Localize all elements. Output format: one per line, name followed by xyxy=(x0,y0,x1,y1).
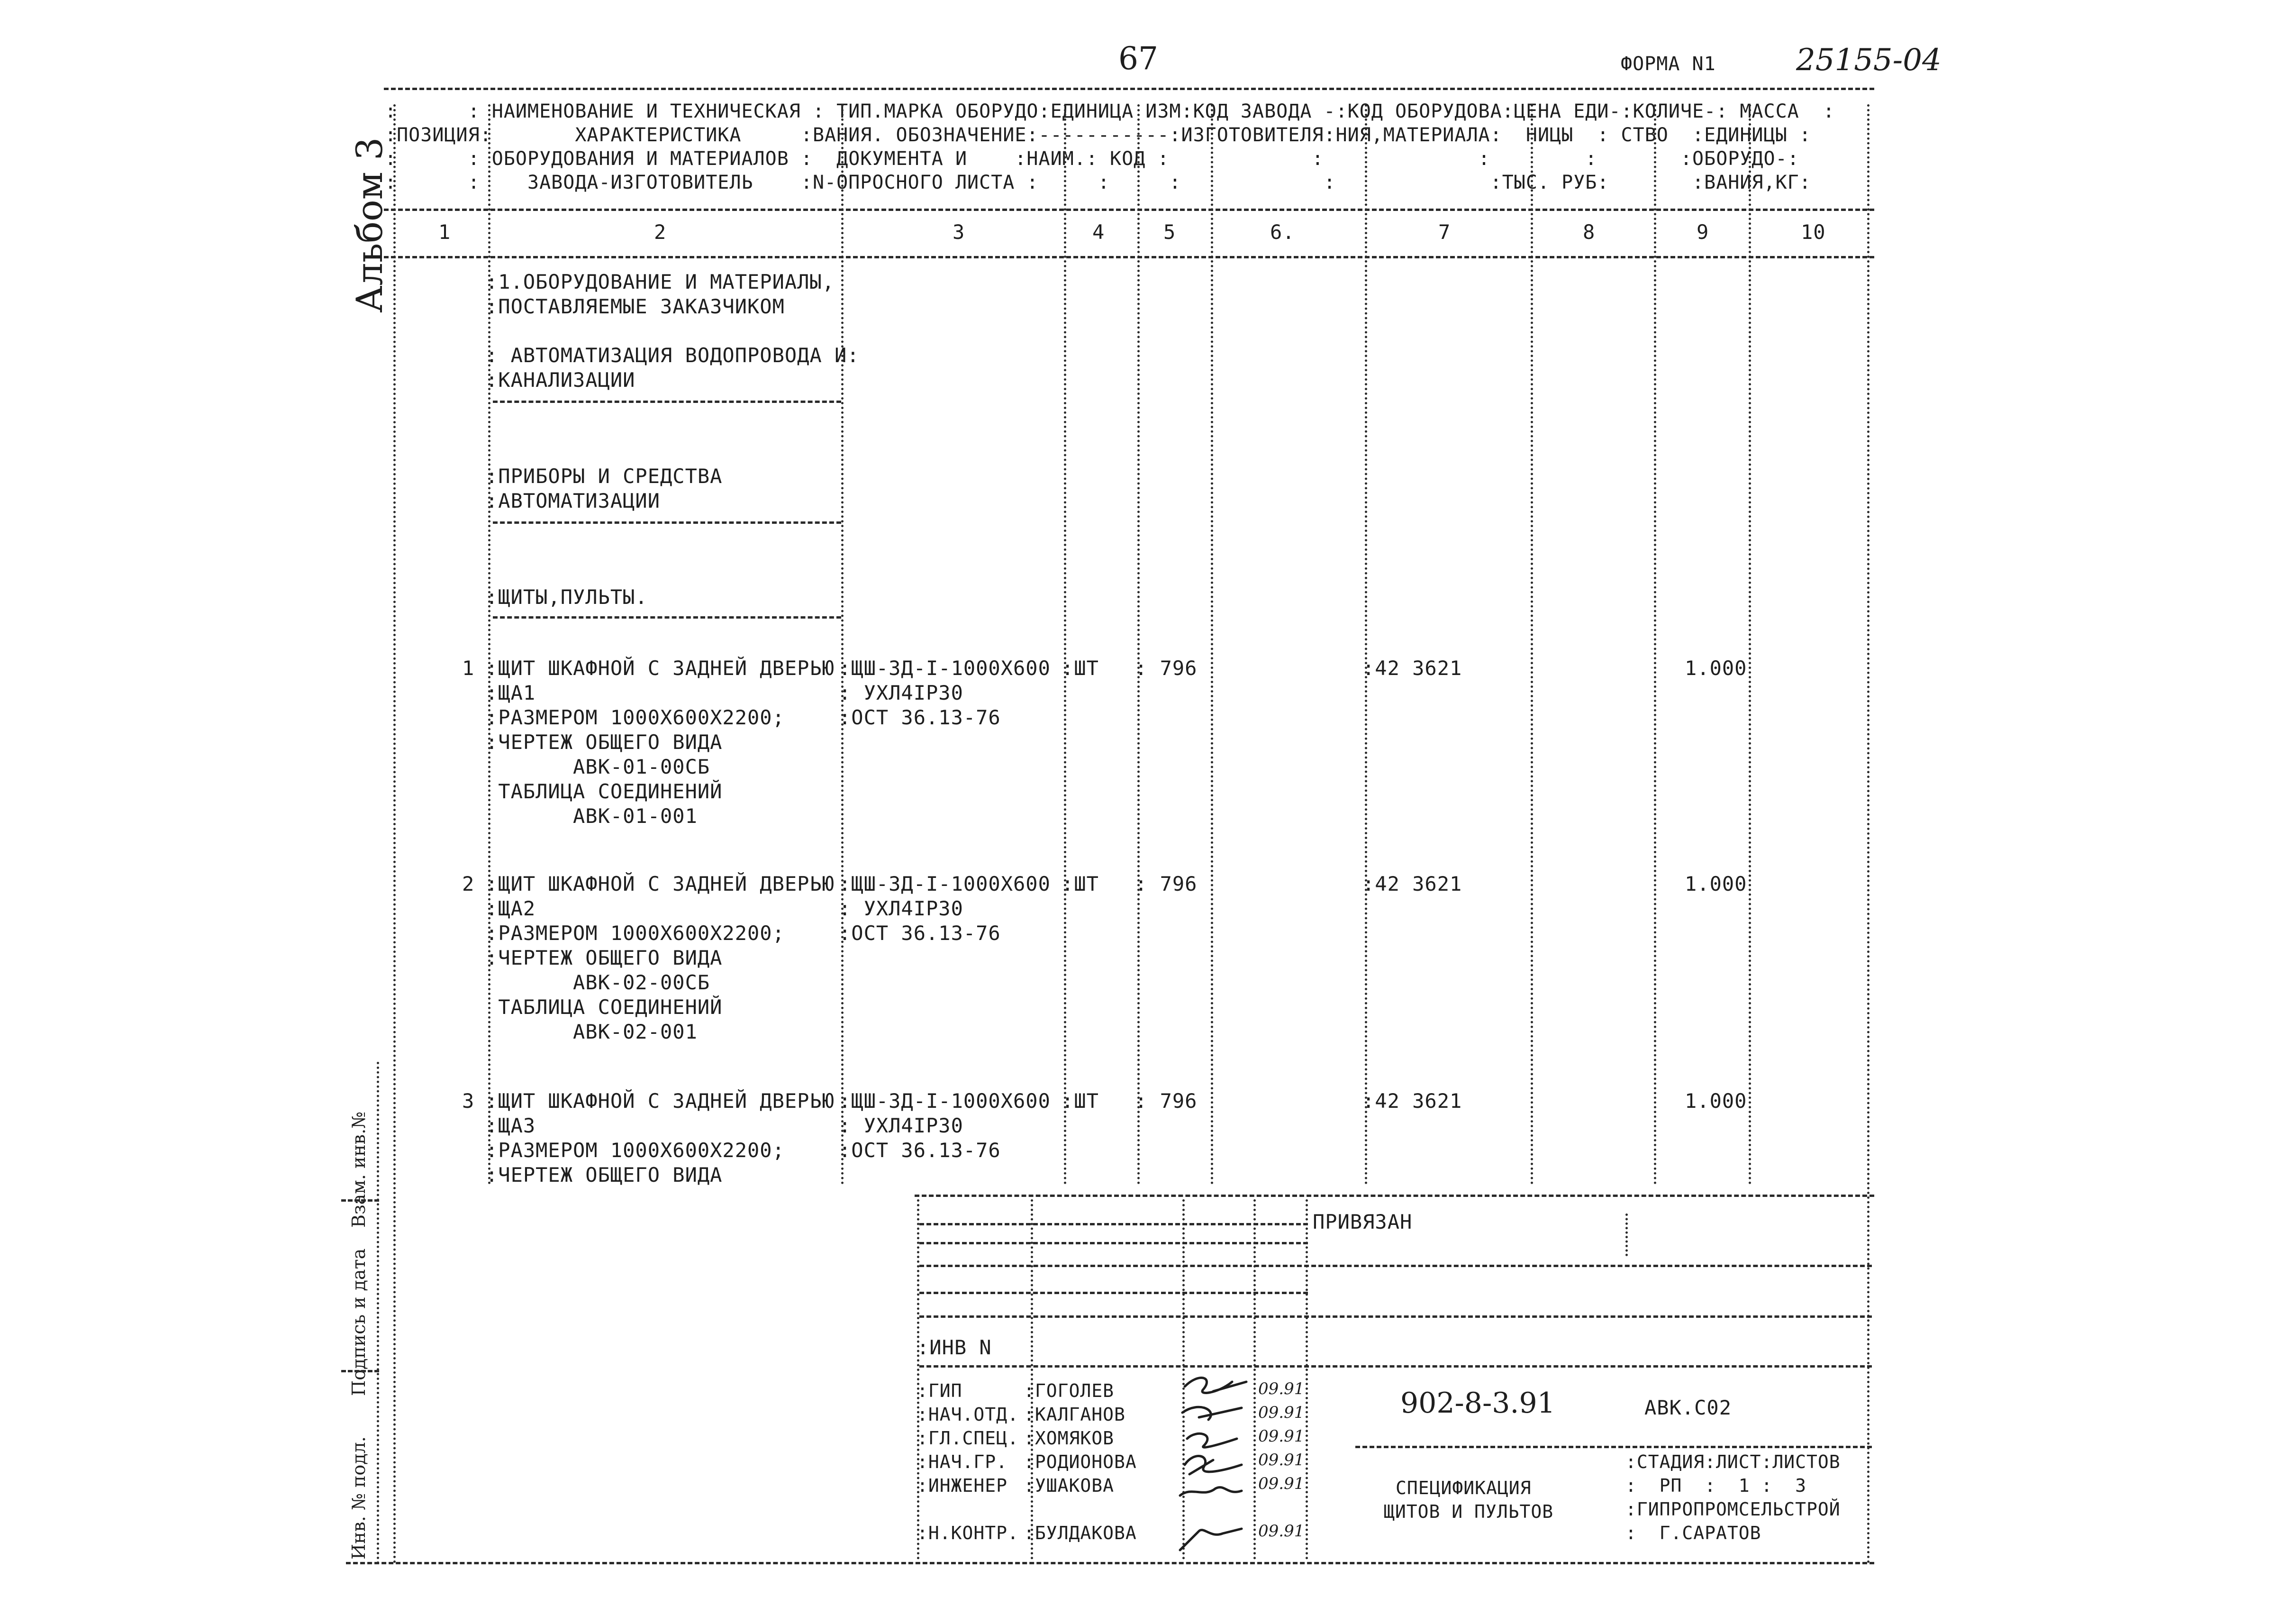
staff-date-3: 09.91 xyxy=(1258,1427,1305,1446)
row-3-name-3: :РАЗМЕРОМ 1000Х600Х2200; xyxy=(486,1139,785,1162)
header-line-1: : : НАИМЕНОВАНИЕ И ТЕХНИЧЕСКАЯ : ТИП.МАРКА ОБОРУДО:ЕДИНИЦА ИЗМ:КОД ЗАВОДА -:КОД ОБОРУДОВА:ЦЕНА ЕДИ-:КОЛИЧЕ-: МАССА : xyxy=(385,100,1835,122)
section-underline-2 xyxy=(493,521,841,524)
colnum-8: 8 xyxy=(1583,220,1596,244)
tb-col-f xyxy=(1625,1214,1628,1256)
staff-date-6: 09.91 xyxy=(1258,1522,1305,1541)
col-sep-b xyxy=(841,104,844,1185)
colnum-bottom-rule xyxy=(384,256,1874,258)
staff-name-4: :РОДИОНОВА xyxy=(1024,1451,1137,1472)
section-group-1: :ПРИБОРЫ И СРЕДСТВА xyxy=(486,465,723,488)
col-sep-e xyxy=(1211,104,1213,1185)
handwritten-code: 25155-04 xyxy=(1796,43,1942,78)
colnum-1: 1 xyxy=(438,220,451,244)
margin-divider xyxy=(377,1062,379,1564)
staff-role-4: :НАЧ.ГР. xyxy=(917,1451,1008,1472)
col-sep-i xyxy=(1749,104,1751,1185)
margin-label-inv-original: Инв. № подл. xyxy=(348,1436,369,1560)
row-1-type-2: : УХЛ4IP30 xyxy=(839,681,963,704)
document-title-2: ЩИТОВ И ПУЛЬТОВ xyxy=(1384,1501,1554,1522)
row-2-type-2: : УХЛ4IP30 xyxy=(839,897,963,920)
colnum-2: 2 xyxy=(654,220,667,244)
bound-label: ПРИВЯЗАН xyxy=(1313,1210,1413,1233)
staff-name-2: :КАЛГАНОВ xyxy=(1024,1404,1125,1425)
row-1-name-5: АВК-01-00СБ xyxy=(486,755,710,778)
colnum-3: 3 xyxy=(953,220,965,244)
colnum-6: 6. xyxy=(1270,220,1295,244)
row-3-equip-code: :42 3621 xyxy=(1362,1089,1462,1113)
tb-rule-6 xyxy=(919,1365,1872,1368)
document-title-1: СПЕЦИФИКАЦИЯ xyxy=(1396,1478,1532,1498)
margin-label-signature-date: Подпись и дата xyxy=(348,1248,369,1396)
row-3-name-4: :ЧЕРТЕЖ ОБЩЕГО ВИДА xyxy=(486,1163,723,1186)
document-number: 902-8-3.91 xyxy=(1400,1387,1555,1420)
tb-rule-2 xyxy=(919,1242,1308,1244)
staff-date-4: 09.91 xyxy=(1258,1451,1305,1469)
row-1-name-2: :ЩА1 xyxy=(486,681,536,704)
colnum-4: 4 xyxy=(1092,220,1105,244)
stage-header: :СТАДИЯ:ЛИСТ:ЛИСТОВ xyxy=(1625,1451,1841,1472)
row-3-type-1: :ЩШ-ЗД-I-1000Х600 xyxy=(839,1089,1051,1113)
row-2-qty: 1.000 xyxy=(1685,872,1747,895)
staff-date-2: 09.91 xyxy=(1258,1403,1305,1422)
row-1-name-4: :ЧЕРТЕЖ ОБЩЕГО ВИДА xyxy=(486,730,723,754)
row-1-name-1: :ЩИТ ШКАФНОЙ С ЗАДНЕЙ ДВЕРЬЮ xyxy=(486,657,835,680)
section-underline-3 xyxy=(493,616,841,619)
row-1-pos: 1 xyxy=(462,657,475,680)
row-1-code: : 796 xyxy=(1135,657,1198,680)
header-line-2: :ПОЗИЦИЯ: ХАРАКТЕРИСТИКА :ВАНИЯ. ОБОЗНАЧЕНИЕ:-----------:ИЗГОТОВИТЕЛЯ:НИЯ,МАТЕРИАЛА: НИЦЫ : СТВО :ЕДИНИЦЫ : xyxy=(385,124,1811,146)
col-sep-f xyxy=(1365,104,1367,1185)
tb-rule-1 xyxy=(919,1223,1308,1225)
header-line-3: : : ОБОРУДОВАНИЯ И МАТЕРИАЛОВ : ДОКУМЕНТА И :НАИМ.: КОД : : : : :ОБОРУДО-: xyxy=(385,148,1799,170)
section-group-3: :ЩИТЫ,ПУЛЬТЫ. xyxy=(486,585,648,609)
margin-rule-1 xyxy=(341,1199,379,1202)
margin-rule-2 xyxy=(341,1370,379,1372)
row-2-code: : 796 xyxy=(1135,872,1198,895)
title-block-bottom-rule xyxy=(346,1562,1874,1564)
col-sep-h xyxy=(1654,104,1656,1185)
row-1-name-7: АВК-01-001 xyxy=(486,804,698,828)
header-bottom-rule xyxy=(384,209,1874,211)
row-1-equip-code: :42 3621 xyxy=(1362,657,1462,680)
staff-role-6: :Н.КОНТР. xyxy=(917,1523,1019,1543)
col-sep-g xyxy=(1531,104,1533,1185)
form-label: ФОРМА N1 xyxy=(1621,53,1716,75)
row-3-code: : 796 xyxy=(1135,1089,1198,1113)
col-sep-left xyxy=(393,104,396,1564)
row-1-type-1: :ЩШ-ЗД-I-1000Х600 xyxy=(839,657,1051,680)
row-2-name-3: :РАЗМЕРОМ 1000Х600Х2200; xyxy=(486,922,785,945)
staff-role-2: :НАЧ.ОТД. xyxy=(917,1404,1019,1425)
col-sep-d xyxy=(1137,104,1140,1185)
staff-role-5: :ИНЖЕНЕР xyxy=(917,1475,1008,1496)
row-2-name-4: :ЧЕРТЕЖ ОБЩЕГО ВИДА xyxy=(486,946,723,969)
colnum-10: 10 xyxy=(1801,220,1826,244)
title-block-top-rule xyxy=(915,1195,1874,1197)
colnum-5: 5 xyxy=(1163,220,1176,244)
staff-name-6: :БУЛДАКОВА xyxy=(1024,1523,1137,1543)
page-number: 67 xyxy=(1118,40,1158,77)
colnum-7: 7 xyxy=(1438,220,1451,244)
inventory-label: :ИНВ N xyxy=(917,1336,992,1359)
document-code: АВК.С02 xyxy=(1644,1396,1732,1419)
header-line-4: : : ЗАВОДА-ИЗГОТОВИТЕЛЬ :N-ОПРОСНОГО ЛИСТА : : : : :ТЫС. РУБ: :ВАНИЯ,КГ: xyxy=(385,172,1811,193)
tb-rule-4 xyxy=(919,1292,1308,1294)
organization-city: : Г.САРАТОВ xyxy=(1625,1523,1761,1543)
album-label: Альбом 3 xyxy=(348,137,390,313)
stage-values: : РП : 1 : 3 xyxy=(1625,1475,1807,1496)
row-3-name-1: :ЩИТ ШКАФНОЙ С ЗАДНЕЙ ДВЕРЬЮ xyxy=(486,1089,835,1113)
tb-col-e xyxy=(1306,1199,1308,1560)
section-underline-1 xyxy=(493,401,841,403)
signature-marks xyxy=(1171,1368,1265,1557)
staff-name-3: :ХОМЯКОВ xyxy=(1024,1428,1115,1449)
section-group-2: :АВТОМАТИЗАЦИИ xyxy=(486,489,661,512)
margin-label-replaced-inv: Взам. инв.№ xyxy=(348,1111,369,1228)
section-title-1: :1.ОБОРУДОВАНИЕ И МАТЕРИАЛЫ, xyxy=(486,270,835,293)
section-subtitle-1: : АВТОМАТИЗАЦИЯ ВОДОПРОВОДА И: xyxy=(486,344,860,367)
staff-name-1: :ГОГОЛЕВ xyxy=(1024,1380,1115,1401)
staff-name-5: :УШАКОВА xyxy=(1024,1475,1115,1496)
section-title-2: :ПОСТАВЛЯЕМЫЕ ЗАКАЗЧИКОМ xyxy=(486,295,785,318)
row-3-qty: 1.000 xyxy=(1685,1089,1747,1113)
tb-rule-5 xyxy=(919,1315,1872,1318)
table-top-rule xyxy=(384,88,1874,90)
row-1-name-6: ТАБЛИЦА СОЕДИНЕНИЙ xyxy=(486,780,723,803)
row-1-unit: :ШТ xyxy=(1062,657,1099,680)
staff-role-1: :ГИП xyxy=(917,1380,962,1401)
section-subtitle-2: :КАНАЛИЗАЦИИ xyxy=(486,368,635,392)
col-sep-right xyxy=(1867,104,1869,1564)
staff-date-5: 09.91 xyxy=(1258,1474,1305,1493)
colnum-9: 9 xyxy=(1697,220,1709,244)
row-2-equip-code: :42 3621 xyxy=(1362,872,1462,895)
row-2-name-1: :ЩИТ ШКАФНОЙ С ЗАДНЕЙ ДВЕРЬЮ xyxy=(486,872,835,895)
row-3-type-2: : УХЛ4IP30 xyxy=(839,1114,963,1137)
row-3-unit: :ШТ xyxy=(1062,1089,1099,1113)
row-3-type-3: :ОСТ 36.13-76 xyxy=(839,1139,1001,1162)
row-2-name-7: АВК-02-001 xyxy=(486,1020,698,1043)
tb-rule-3 xyxy=(919,1265,1872,1267)
row-2-pos: 2 xyxy=(462,872,475,895)
row-2-name-2: :ЩА2 xyxy=(486,897,536,920)
row-2-type-1: :ЩШ-ЗД-I-1000Х600 xyxy=(839,872,1051,895)
row-1-name-3: :РАЗМЕРОМ 1000Х600Х2200; xyxy=(486,706,785,729)
staff-role-3: :ГЛ.СПЕЦ. xyxy=(917,1428,1019,1449)
col-sep-c xyxy=(1064,104,1066,1185)
row-3-name-2: :ЩА3 xyxy=(486,1114,536,1137)
row-3-pos: 3 xyxy=(462,1089,475,1113)
row-2-name-6: ТАБЛИЦА СОЕДИНЕНИЙ xyxy=(486,995,723,1019)
staff-date-1: 09.91 xyxy=(1258,1379,1305,1398)
row-2-type-3: :ОСТ 36.13-76 xyxy=(839,922,1001,945)
organization-name: :ГИПРОПРОМСЕЛЬСТРОЙ xyxy=(1625,1499,1841,1520)
row-1-qty: 1.000 xyxy=(1685,657,1747,680)
row-2-unit: :ШТ xyxy=(1062,872,1099,895)
row-1-type-3: :ОСТ 36.13-76 xyxy=(839,706,1001,729)
tb-rule-7 xyxy=(1355,1446,1872,1448)
row-2-name-5: АВК-02-00СБ xyxy=(486,971,710,994)
